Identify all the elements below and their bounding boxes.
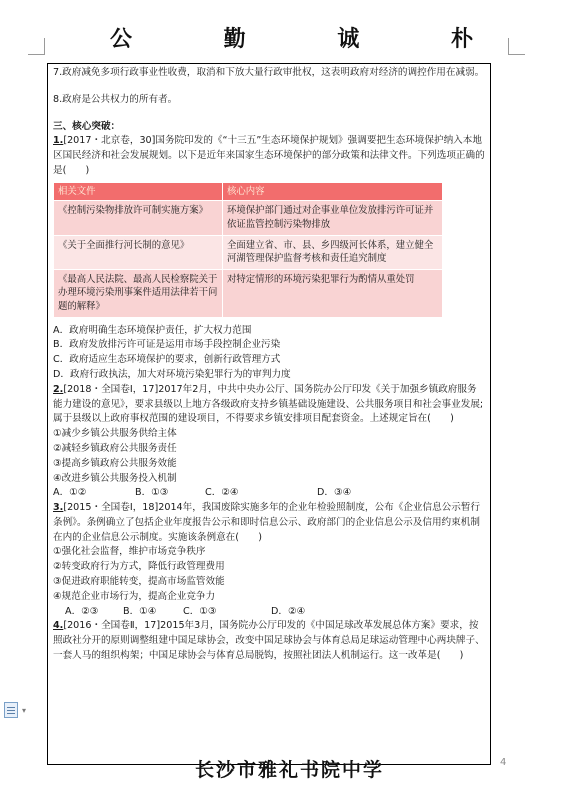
question-1-stem: [53, 134, 485, 178]
answer-option: A．②③: [65, 605, 99, 617]
table-cell: 《控制污染物排放许可制实施方案》: [54, 201, 223, 235]
question-number: 1.: [53, 135, 64, 147]
table-header: 相关文件: [54, 182, 223, 201]
table-cell: 对特定情形的环境污染犯罪行为酌情从重处罚: [223, 269, 443, 317]
statement-item: ④改进乡镇公共服务投入机制: [53, 472, 177, 484]
answer-option: B．①③: [135, 487, 169, 499]
section-title: 三、核心突破：: [53, 120, 121, 132]
table-row: [54, 269, 443, 317]
statement-item: ④规范企业市场行为，提高企业竞争力: [53, 590, 216, 602]
answer-options: [53, 605, 485, 620]
answer-option: D．政府行政执法，加大对环境污染犯罪行为的审判力度: [53, 368, 291, 380]
table-cell: 《关于全面推行河长制的意见》: [54, 235, 223, 269]
answer-option: B．政府发放排污许可证是运用市场手段控制企业污染: [53, 339, 281, 351]
motto-char: 诚: [337, 26, 362, 52]
school-name: 长沙市雅礼书院中学: [195, 759, 385, 781]
answer-option: C．①③: [183, 605, 217, 617]
answer-option: A．政府明确生态环境保护责任，扩大权力范围: [53, 324, 252, 336]
answer-option: C．政府适应生态环境保护的要求，创新行政管理方式: [53, 354, 281, 366]
motto-char: 朴: [450, 26, 475, 52]
question-number: 3.: [53, 502, 64, 514]
answer-option: D．②④: [271, 605, 306, 617]
statement-item: ③促进政府职能转变，提高市场监管效能: [53, 576, 225, 588]
answer-option: B．①④: [123, 605, 157, 617]
table-header-row: [54, 182, 443, 201]
statement-item: ②减轻乡镇政府公共服务责任: [53, 442, 177, 454]
document-body: [53, 66, 485, 664]
question-text: [2018・全国卷Ⅰ，17]2017年2月，中共中央办公厅、国务院办公厅印发《关于加强乡镇政府服务能力建设的意见》，要求县级以上地方各级政府支持乡镇基础设施建设、公共服务项目和社会事业发展;属于县级以上政府事权范围的建设项目，不得要求乡镇安排项目配套资金。上述规定旨在( ): [53, 383, 484, 425]
table-cell: 环境保护部门通过对企事业单位发放排污许可证并依证监管控制污染物排放: [223, 201, 443, 235]
question-text: [2016・全国卷Ⅱ，17]2015年3月，国务院办公厅印发的《中国足球改革发展总体方案》要求，按照政社分开的原则调整组建中国足球协会，改变中国足球协会与体育总局足球运动管理中心两块牌子、一套人马的组织构架；中国足球协会与体育总局脱钩，按照社团法人机制运行。这一改革是( ): [53, 620, 485, 662]
policy-table: [53, 182, 443, 318]
statement-7: 7.政府减免多项行政事业性收费，取消和下放大量行政审批权，这表明政府对经济的调控作用在减弱。: [53, 67, 485, 78]
statement-item: ①减少乡镇公共服务供给主体: [53, 428, 177, 440]
question-3-stem: [53, 501, 485, 545]
chevron-down-icon[interactable]: ▾: [22, 706, 27, 715]
paste-options-icon[interactable]: [4, 702, 18, 718]
table-cell: 全面建立省、市、县、乡四级河长体系，建立健全河湖管理保护监督考核和责任追究制度: [223, 235, 443, 269]
answer-option: C．②④: [205, 487, 239, 499]
question-text: [2015・全国卷Ⅰ，18]2014年，我国废除实施多年的企业年检验照制度，公布《企业信息公示暂行条例》。条例确立了包括企业年度报告公示和即时信息公示、政府部门的企业信息公示及信用约束机制在内的企业信息公示制度。实施该条例意在( ): [53, 502, 481, 543]
crop-mark-top-left: [28, 38, 45, 55]
question-number: 2.: [53, 383, 64, 395]
answer-option: A．①②: [53, 487, 87, 499]
question-number: 4.: [53, 620, 64, 632]
statement-item: ②转变政府行为方式，降低行政管理费用: [53, 561, 225, 573]
table-header: 核心内容: [223, 182, 443, 201]
table-cell: 《最高人民法院、最高人民检察院关于办理环境污染刑事案件适用法律若干问题的解释》: [54, 269, 223, 317]
header-motto: [110, 22, 475, 53]
motto-char: 勤: [223, 26, 248, 52]
answer-options: [53, 486, 485, 501]
crop-mark-top-right: [508, 38, 525, 55]
page-number: 4: [500, 757, 507, 768]
answer-option: D．③④: [317, 487, 352, 499]
question-text: [2017・北京卷，30]国务院印发的《“十三五”生态环境保护规划》强调要把生态环境保护纳入本地区国民经济和社会发展规划。以下是近年来国家生态环境保护的部分政策和法律文件。下列选项正确的是( ): [53, 135, 485, 176]
motto-char: 公: [110, 26, 135, 52]
statement-item: ①强化社会监督，维护市场竞争秩序: [53, 546, 206, 558]
statement-8: 8.政府是公共权力的所有者。: [53, 93, 178, 105]
statement-item: ③提高乡镇政府公共服务效能: [53, 457, 177, 469]
question-2-stem: [53, 383, 485, 427]
table-row: [54, 201, 443, 235]
question-4-stem: [53, 619, 485, 663]
table-row: [54, 235, 443, 269]
